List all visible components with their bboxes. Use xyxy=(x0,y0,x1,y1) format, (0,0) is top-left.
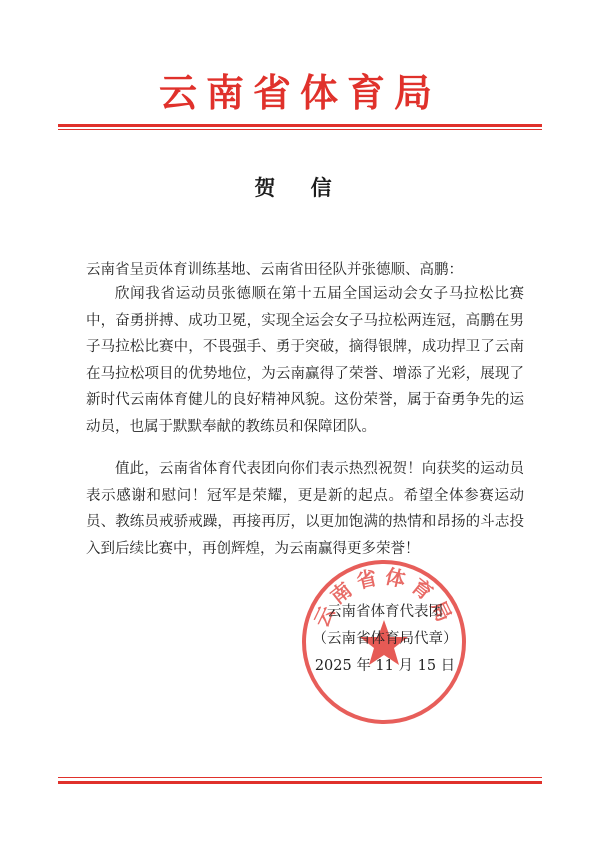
svg-text:云南省体育局: 云南省体育局 xyxy=(308,564,460,631)
letterhead-rule-thick xyxy=(58,124,542,127)
footer-rule-thick xyxy=(58,781,542,784)
letter-salutation: 云南省呈贡体育训练基地、云南省田径队并张德顺、高鹏： xyxy=(86,262,463,278)
footer-rule-thin xyxy=(58,777,542,778)
letter-title: 贺 信 xyxy=(254,175,346,200)
letter-paragraph-1: 欣闻我省运动员张德顺在第十五届全国运动会女子马拉松比赛中，奋勇拼搏、成功卫冕，实现全运会女子马拉松两连冠，高鹏在男子马拉松比赛中，不畏强手、勇于突破，摘得银牌，成功捍卫了云南在马拉松项目的优势地位，为云南赢得了荣誉、增添了光彩，展现了新时代云南体育健儿的良好精神风貌。这份荣誉，属于奋勇争先的运动员，也属于默默奉献的教练员和保障团队。 xyxy=(86,286,524,435)
signature-seal-note: （云南省体育局代章） xyxy=(312,631,458,647)
signature-org: 云南省体育代表团 xyxy=(327,604,443,620)
signature-date: 2025 年 11 月 15 日 xyxy=(314,658,456,674)
letter-paragraph-2: 值此，云南省体育代表团向你们表示热烈祝贺！向获奖的运动员表示感谢和慰问！冠军是荣耀，更是新的起点。希望全体参赛运动员、教练员戒骄戒躁，再接再厉，以更加饱满的热情和昂扬的斗志投入到后续比赛中，再创辉煌，为云南赢得更多荣誉！ xyxy=(86,461,524,557)
org-letterhead-title: 云南省体育局 xyxy=(158,71,441,115)
letterhead-rule-thin xyxy=(58,129,542,130)
